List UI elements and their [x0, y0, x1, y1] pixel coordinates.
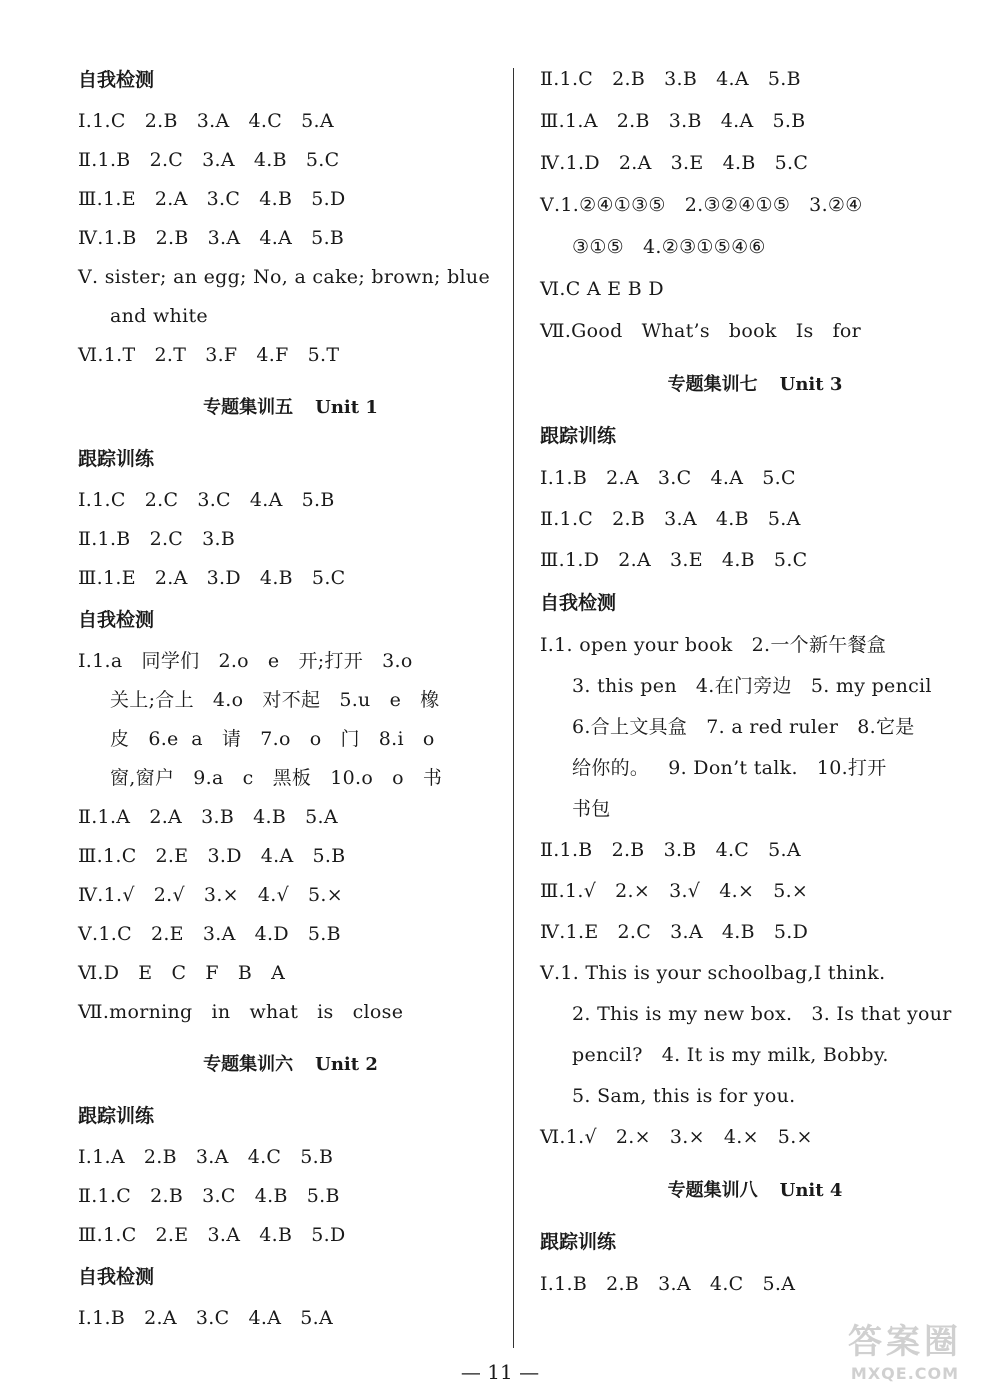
- answer-line: Ⅵ.C A E B D: [540, 278, 664, 300]
- answer-line: 3. this pen 4.在门旁边 5. my pencil: [572, 675, 932, 697]
- section-title: [78, 383, 503, 433]
- answer-line: 皮 6.e a 请 7.o o 门 8.i o: [110, 728, 435, 750]
- answer-line: Ⅱ.1.C 2.B 3.C 4.B 5.B: [78, 1185, 340, 1207]
- section-title: [540, 1166, 970, 1216]
- answer-line: 关上;合上 4.o 对不起 5.u e 橡: [110, 689, 440, 711]
- column-divider: [513, 68, 514, 1348]
- answer-line: Ⅳ.1.D 2.A 3.E 4.B 5.C: [540, 152, 809, 174]
- page-number: — 11 —: [460, 1360, 540, 1384]
- watermark-logo: [820, 1321, 990, 1393]
- section-title-text: 专题集训八: [667, 1180, 758, 1201]
- section-unit: Unit 1: [315, 397, 378, 418]
- section-title-text: 专题集训七: [667, 374, 758, 395]
- block-heading: 跟踪训练: [540, 425, 617, 447]
- answer-line: 窗,窗户 9.a c 黑板 10.o o 书: [110, 767, 443, 789]
- answer-line: Ⅱ.1.C 2.B 3.B 4.A 5.B: [540, 68, 801, 90]
- section-unit: Unit 2: [315, 1054, 378, 1075]
- answer-line: ③①⑤ 4.②③①⑤④⑥: [572, 236, 766, 258]
- answer-line: Ⅰ.1.A 2.B 3.A 4.C 5.B: [78, 1146, 334, 1168]
- answer-line: Ⅵ.1.T 2.T 3.F 4.F 5.T: [78, 344, 340, 366]
- watermark-text-top: 答案圈: [848, 1322, 962, 1362]
- answer-line: Ⅰ.1.B 2.A 3.C 4.A 5.A: [78, 1307, 334, 1329]
- answer-line: Ⅰ.1.C 2.B 3.A 4.C 5.A: [78, 110, 334, 132]
- section-unit: Unit 3: [779, 374, 843, 395]
- answer-line: 书包: [572, 798, 611, 820]
- answer-line: 给你的。 9. Don’t talk. 10.打开: [572, 757, 887, 779]
- block-heading: 跟踪训练: [78, 448, 155, 470]
- answer-line: 5. Sam, this is for you.: [572, 1085, 796, 1107]
- answer-line: Ⅶ.morning in what is close: [78, 1001, 404, 1023]
- block-heading: 自我检测: [78, 609, 155, 631]
- answer-line: Ⅱ.1.B 2.C 3.A 4.B 5.C: [78, 149, 340, 171]
- answer-line: Ⅶ.Good What’s book Is for: [540, 320, 862, 342]
- answer-line: Ⅰ.1.a 同学们 2.o e 开;打开 3.o: [78, 650, 413, 672]
- answer-line: Ⅳ.1.√ 2.√ 3.× 4.√ 5.×: [78, 884, 343, 906]
- answer-line: Ⅳ.1.E 2.C 3.A 4.B 5.D: [540, 921, 809, 943]
- section-unit: Unit 4: [779, 1180, 843, 1201]
- section-title: [540, 360, 970, 410]
- answer-line: Ⅰ.1. open your book 2.一个新午餐盒: [540, 634, 887, 656]
- block-heading: 自我检测: [78, 69, 155, 91]
- answer-line: Ⅵ.1.√ 2.× 3.× 4.× 5.×: [540, 1126, 813, 1148]
- answer-line: Ⅰ.1.B 2.B 3.A 4.C 5.A: [540, 1273, 796, 1295]
- answer-line: Ⅲ.1.E 2.A 3.C 4.B 5.D: [78, 188, 346, 210]
- left-column: [78, 58, 503, 1338]
- block-heading: 跟踪训练: [540, 1231, 617, 1253]
- section-title-text: 专题集训五: [203, 397, 294, 418]
- answer-line: Ⅰ.1.B 2.A 3.C 4.A 5.C: [540, 467, 796, 489]
- answer-line: and white: [110, 305, 208, 327]
- answer-line: Ⅲ.1.D 2.A 3.E 4.B 5.C: [540, 549, 808, 571]
- answer-line: Ⅲ.1.C 2.E 3.A 4.B 5.D: [78, 1224, 346, 1246]
- section-title: [78, 1040, 503, 1090]
- block-heading: 跟踪训练: [78, 1105, 155, 1127]
- answer-line: Ⅲ.1.E 2.A 3.D 4.B 5.C: [78, 567, 346, 589]
- section-title-text: 专题集训六: [203, 1054, 294, 1075]
- right-column: [540, 58, 970, 1305]
- answer-line: Ⅲ.1.C 2.E 3.D 4.A 5.B: [78, 845, 346, 867]
- answer-line: 6.合上文具盒 7. a red ruler 8.它是: [572, 716, 915, 738]
- answer-line: Ⅴ.1.C 2.E 3.A 4.D 5.B: [78, 923, 341, 945]
- block-heading: 自我检测: [78, 1266, 155, 1288]
- answer-line: Ⅴ.1. This is your schoolbag,I think.: [540, 962, 886, 984]
- answer-line: Ⅲ.1.A 2.B 3.B 4.A 5.B: [540, 110, 806, 132]
- answer-line: Ⅱ.1.C 2.B 3.A 4.B 5.A: [540, 508, 801, 530]
- answer-line: Ⅴ. sister; an egg; No, a cake; brown; blue: [78, 266, 491, 288]
- answer-line: Ⅳ.1.B 2.B 3.A 4.A 5.B: [78, 227, 345, 249]
- answer-line: Ⅴ.1.②④①③⑤ 2.③②④①⑤ 3.②④: [540, 194, 863, 216]
- answer-line: pencil? 4. It is my milk, Bobby.: [572, 1044, 889, 1066]
- block-heading: 自我检测: [540, 592, 617, 614]
- answer-line: Ⅲ.1.√ 2.× 3.√ 4.× 5.×: [540, 880, 809, 902]
- answer-line: Ⅱ.1.B 2.B 3.B 4.C 5.A: [540, 839, 801, 861]
- answer-line: Ⅱ.1.A 2.A 3.B 4.B 5.A: [78, 806, 338, 828]
- answer-line: Ⅰ.1.C 2.C 3.C 4.A 5.B: [78, 489, 335, 511]
- answer-line: Ⅵ.D E C F B A: [78, 962, 286, 984]
- watermark-text-bottom: MXQE.COM: [850, 1364, 960, 1383]
- answer-line: 2. This is my new box. 3. Is that your: [572, 1003, 952, 1025]
- answer-line: Ⅱ.1.B 2.C 3.B: [78, 528, 236, 550]
